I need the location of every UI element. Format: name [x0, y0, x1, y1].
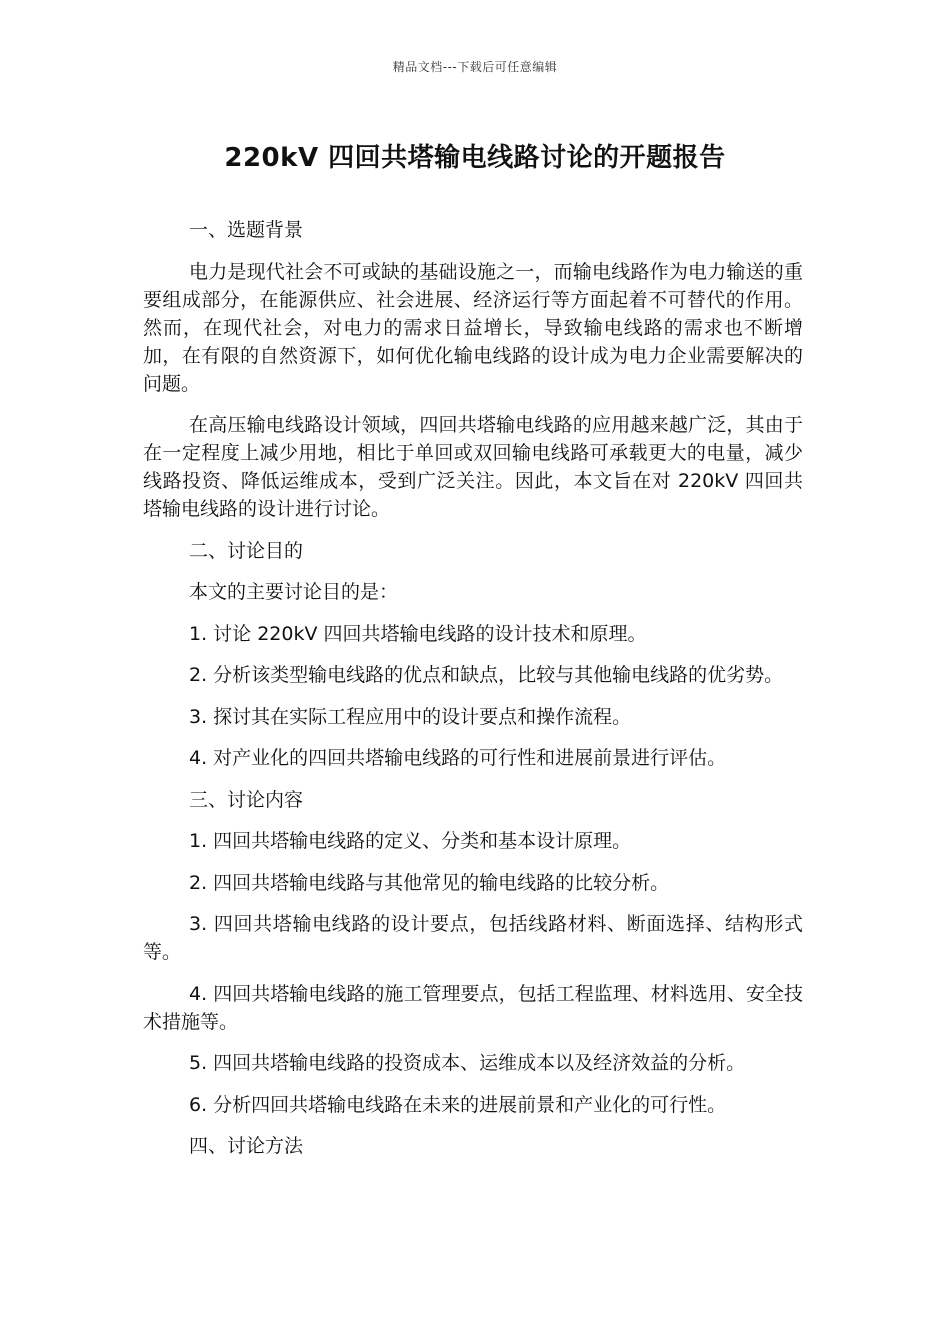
paragraph-background-1: 电力是现代社会不可或缺的基础设施之一，而输电线路作为电力输送的重要组成部分，在能源供应、社会进展、经济运行等方面起着不可替代的作用。然而，在现代社会，对电力的需求日益增长，导致输电线路的需求也不断增加，在有限的自然资源下，如何优化输电线路的设计成为电力企业需要解决的问题。	[143, 260, 803, 395]
paragraph-background-2: 在高压输电线路设计领域，四回共塔输电线路的应用越来越广泛，其由于在一定程度上减少用地，相比于单回或双回输电线路可承载更大的电量，减少线路投资、降低运维成本，受到广泛关注。因此，本文旨在对 220kV 四回共塔输电线路的设计进行讨论。	[143, 414, 803, 520]
section-heading-background: 一、选题背景	[189, 219, 304, 241]
list-item-purpose-1: 1. 讨论 220kV 四回共塔输电线路的设计技术和原理。	[189, 622, 647, 645]
list-item-purpose-2: 2. 分析该类型输电线路的优点和缺点，比较与其他输电线路的优劣势。	[189, 664, 784, 686]
document-title: 220kV 四回共塔输电线路讨论的开题报告	[224, 143, 726, 173]
list-item-content-6: 6. 分析四回共塔输电线路在未来的进展前景和产业化的可行性。	[189, 1093, 727, 1116]
section-heading-method: 四、讨论方法	[189, 1135, 304, 1157]
list-item-purpose-3: 3. 探讨其在实际工程应用中的设计要点和操作流程。	[189, 705, 632, 728]
list-item-content-2: 2. 四回共塔输电线路与其他常见的输电线路的比较分析。	[189, 871, 670, 894]
list-item-purpose-4: 4. 对产业化的四回共塔输电线路的可行性和进展前景进行评估。	[189, 747, 727, 769]
list-item-content-1: 1. 四回共塔输电线路的定义、分类和基本设计原理。	[189, 830, 632, 852]
document-body	[143, 216, 803, 1174]
header-note: 精品文档---下载后可任意编辑	[392, 60, 558, 74]
list-item-content-5: 5. 四回共塔输电线路的投资成本、运维成本以及经济效益的分析。	[189, 1052, 746, 1074]
list-item-content-4: 4. 四回共塔输电线路的施工管理要点，包括工程监理、材料选用、安全技术措施等。	[143, 982, 803, 1033]
list-item-content-3: 3. 四回共塔输电线路的设计要点，包括线路材料、断面选择、结构形式等。	[143, 913, 803, 963]
section-heading-content: 三、讨论内容	[189, 788, 304, 811]
section-heading-purpose: 二、讨论目的	[189, 539, 304, 562]
paragraph-purpose-intro: 本文的主要讨论目的是：	[189, 581, 399, 603]
